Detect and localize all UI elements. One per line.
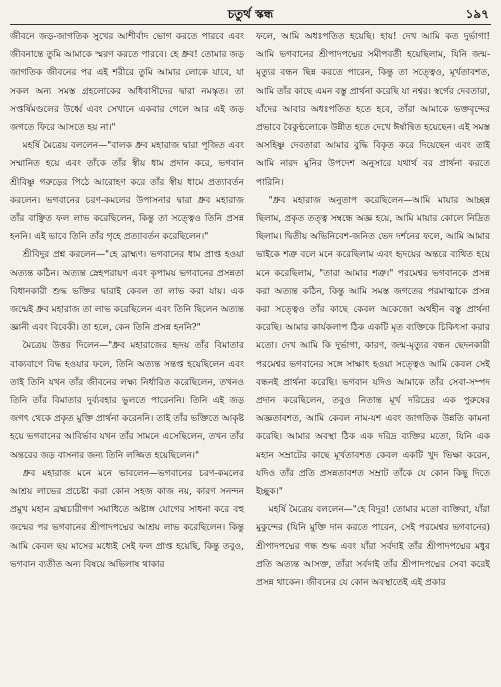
paragraph: শ্রীবিদুর প্রশ্ন করলেন—"হে ব্রাহ্মণ। ভগবানের ধাম প্রাপ্ত হওয়া অত্যন্ত কঠিন। অত্যন্ত স্নেহপরায়ণ এবং কৃপাময় ভগবানের প্রসন্নতা বিধানকারী শুদ্ধ ভক্তির দ্বারাই কেবল তা লাভ করা যায়। এক জন্মেই ধ্রুব মহারাজ তা লাভ করেছিলেন এবং তিনি ছিলেন অত্যন্ত জ্ঞানী এবং বিবেকী। তা হলে, কেন তিনি প্রসন্ন হননি?" (10, 250, 244, 334)
page-number: ১৯৭ (465, 7, 489, 21)
right-column (256, 28, 490, 678)
chapter-title: চতুর্থ স্কন্ধ (227, 7, 274, 21)
left-column (10, 28, 244, 678)
paragraph: মৈত্রেয় উত্তর দিলেন—"ধ্রুব মহারাজের হৃদয় তাঁর বিমাতার বাক্যবাণে বিদ্ধ হওয়ার ফলে, তিনি অত্যন্ত সন্তপ্ত হয়েছিলেন এবং তাই তিনি যখন তাঁর জীবনের লক্ষ্য নির্ধারিত করেছিলেন, তখনও তিনি তাঁর বিমাতার দুর্ব্যবহার ভুলতে পারেননি। তিনি এই জড় জগৎ থেকে প্রকৃত মুক্তি প্রার্থনা করেননি। তাই তাঁর ভক্তিতে আকৃষ্ট হয়ে ভগবানের আবির্ভাব যখন তাঁর সামনে এসেছিলেন, তখন তাঁর অন্তরের জড় বাসনার জন্য তিনি লজ্জিত হয়েছিলেন।" (10, 341, 244, 461)
paragraph: জীবনে জড়-জাগতিক সুখের আশীর্বাদ ভোগ করতে পারবে এবং জীবনান্তে তুমি আমাকে স্মরণ করতে পারবে। হে ধ্রুব! তোমার জড় জাগতিক জীবনের পর এই শরীরে তুমি আমার লোকে যাবে, যা সকল অন্য সমস্ত গ্রহলোকের অধিবাসীদের দ্বারা নমস্কৃত। তা সপ্তর্ষিমণ্ডলের উর্ধ্বে এবং সেখানে একবার গেলে আর এই জড় জগতে ফিরে আসতে হয় না।" (10, 32, 244, 134)
paragraph: ফলে, আমি অধঃপতিত হয়েছি। হায়! দেখ আমি কত দুর্ভাগা! আমি ভগবানের শ্রীপাদপদ্মের সমীপবর্তী হয়েছিলাম, যিনি জন্ম-মৃত্যুর বন্ধন ছিন্ন করতে পারেন, কিন্তু তা সত্ত্বেও, মূর্খতাবশত, আমি তাঁর কাছে এমন বস্তু প্রার্থনা করেছি যা নশ্বর। স্বর্গের দেবতারা, যাঁদের আবার অধঃপতিত হতে হবে, তাঁরা আমাকে ভক্তবৃন্দের প্রভাবে বৈকুণ্ঠলোকে উন্নীত হতে দেখে ঈর্ষান্বিত হয়েছেন। এই সমস্ত অসহিষ্ণু দেবতারা আমার বুদ্ধি বিকৃত করে দিয়েছেন এবং তাই আমি নারদ মুনির উপদেশ অনুসারে যথার্থ বর প্রার্থনা করতে পারিনি। (256, 32, 490, 188)
page-header (0, 4, 501, 26)
header-rule (10, 24, 491, 25)
paragraph: "ধ্রুব মহারাজ অনুতাপ করেছিলেন—আমি মায়ার আচ্ছন্ন ছিলাম, প্রকৃত তত্ত্ব সম্বন্ধে অজ্ঞ হয়ে, আমি মায়ার কোলে নিদ্রিত ছিলাম। দ্বিতীয় অভিনিবেশ-জনিত ভেদ দর্শনের ফলে, আমি আমার ভাইকে শত্রু বলে মনে করেছিলাম এবং হৃদয়ের অন্তরে ব্যথিত হয়ে মনে করেছিলাম, "তারা আমার শত্রু।" পরমেশ্বর ভগবানকে প্রসন্ন করা অত্যন্ত কঠিন, কিন্তু আমি সমস্ত জগতের পরমাত্মাকে প্রসন্ন করা সত্ত্বেও তাঁর কাছে কেবল অকেজো অর্থহীন বস্তু প্রার্থনা করেছি। আমার কার্যকলাপ ঠিক একটি মৃত ব্যক্তিকে চিকিৎসা করার মতো। দেখ আমি কি দুর্ভাগা, কারণ, জন্ম-মৃত্যুর বন্ধন ছেদনকারী পরমেশ্বর ভগবানের সঙ্গে সাক্ষাৎ হওয়া সত্ত্বেও আমি কেবল সেই বন্ধনই প্রার্থনা করেছি। ভগবান যদিও আমাকে তাঁর সেবা-সম্পদ প্রদান করেছিলেন, তবুও নিতান্ত মূর্খ দরিদ্রের এক পুরুষের অজ্ঞতাবশত, আমি কেবল নাম-যশ এবং জাগতিক উন্নতি কামনা করেছি। আমার অবস্থা ঠিক এক দরিদ্র ব্যক্তির মতো, যিনি এক মহান সম্রাটের কাছে মূর্খতাবশত কেবল একটি খুদ ভিক্ষা করেন, যদিও তাঁর প্রতি প্রসন্নতাবশত সম্রাট তাঁকে যে কোন কিছু দিতে ইচ্ছুক।" (256, 195, 490, 498)
paragraph: মহর্ষি মৈত্রেয় বললেন—"হে বিদুর! তোমার মতো ব্যক্তিরা, যাঁরা মুকুন্দের (যিনি মুক্তি দান করতে পারেন, সেই পরমেশ্বর ভগবানের) শ্রীপাদপদ্মের গন্ধ শুদ্ধ এবং যাঁরা সর্বদাই তাঁর শ্রীপাদপদ্মের মধুর প্রতি অত্যন্ত আসক্ত, তাঁরা সর্বদাই তাঁর শ্রীপাদপদ্মের সেবা করেই প্রসন্ন থাকেন। জীবনের যে কোন অবস্থাতেই এই প্রকার (256, 505, 490, 589)
paragraph: মহর্ষি মৈত্রেয় বললেন—"বালক ধ্রুব মহারাজ দ্বারা পূজিত এবং সম্মানিত হয়ে এবং তাঁকে তাঁর স্বীয় ধাম প্রদান করে, ভগবান শ্রীবিষ্ণু গরুড়ের পিঠে আরোহণ করে তাঁর স্বীয় ধামে প্রত্যাবর্তন করলেন। ভগবানের চরণ-কমলের উপাসনার দ্বারা ধ্রুব মহারাজ তাঁর বাঞ্ছিত ফল লাভ করেছিলেন, কিন্তু তা সত্ত্বেও তিনি প্রসন্ন হননি। এই ভাবে তিনি তাঁর গৃহে প্রত্যাবর্তন করেছিলেন।" (10, 141, 244, 243)
paragraph: ধ্রুব মহারাজ মনে মনে ভাবলেন—ভগবানের চরণ-কমলের আশ্রয় লাভের প্রচেষ্টা করা কোন সহজ কাজ নয়, কারণ সনন্দন প্রমুখ মহান ব্রহ্মচারীগণ সমাধিতে অষ্টাঙ্গ যোগের সাধনা করে বহু জন্মের পর ভগবানের শ্রীপাদপদ্মের আশ্রয় লাভ করেছিলেন। কিন্তু আমি কেবল ছয় মাসের মধ্যেই সেই ফল প্রাপ্ত হয়েছি, কিন্তু তবুও, ভগবান ব্যতীত অন্য বিষয়ে অভিলাষ থাকার (10, 468, 244, 570)
